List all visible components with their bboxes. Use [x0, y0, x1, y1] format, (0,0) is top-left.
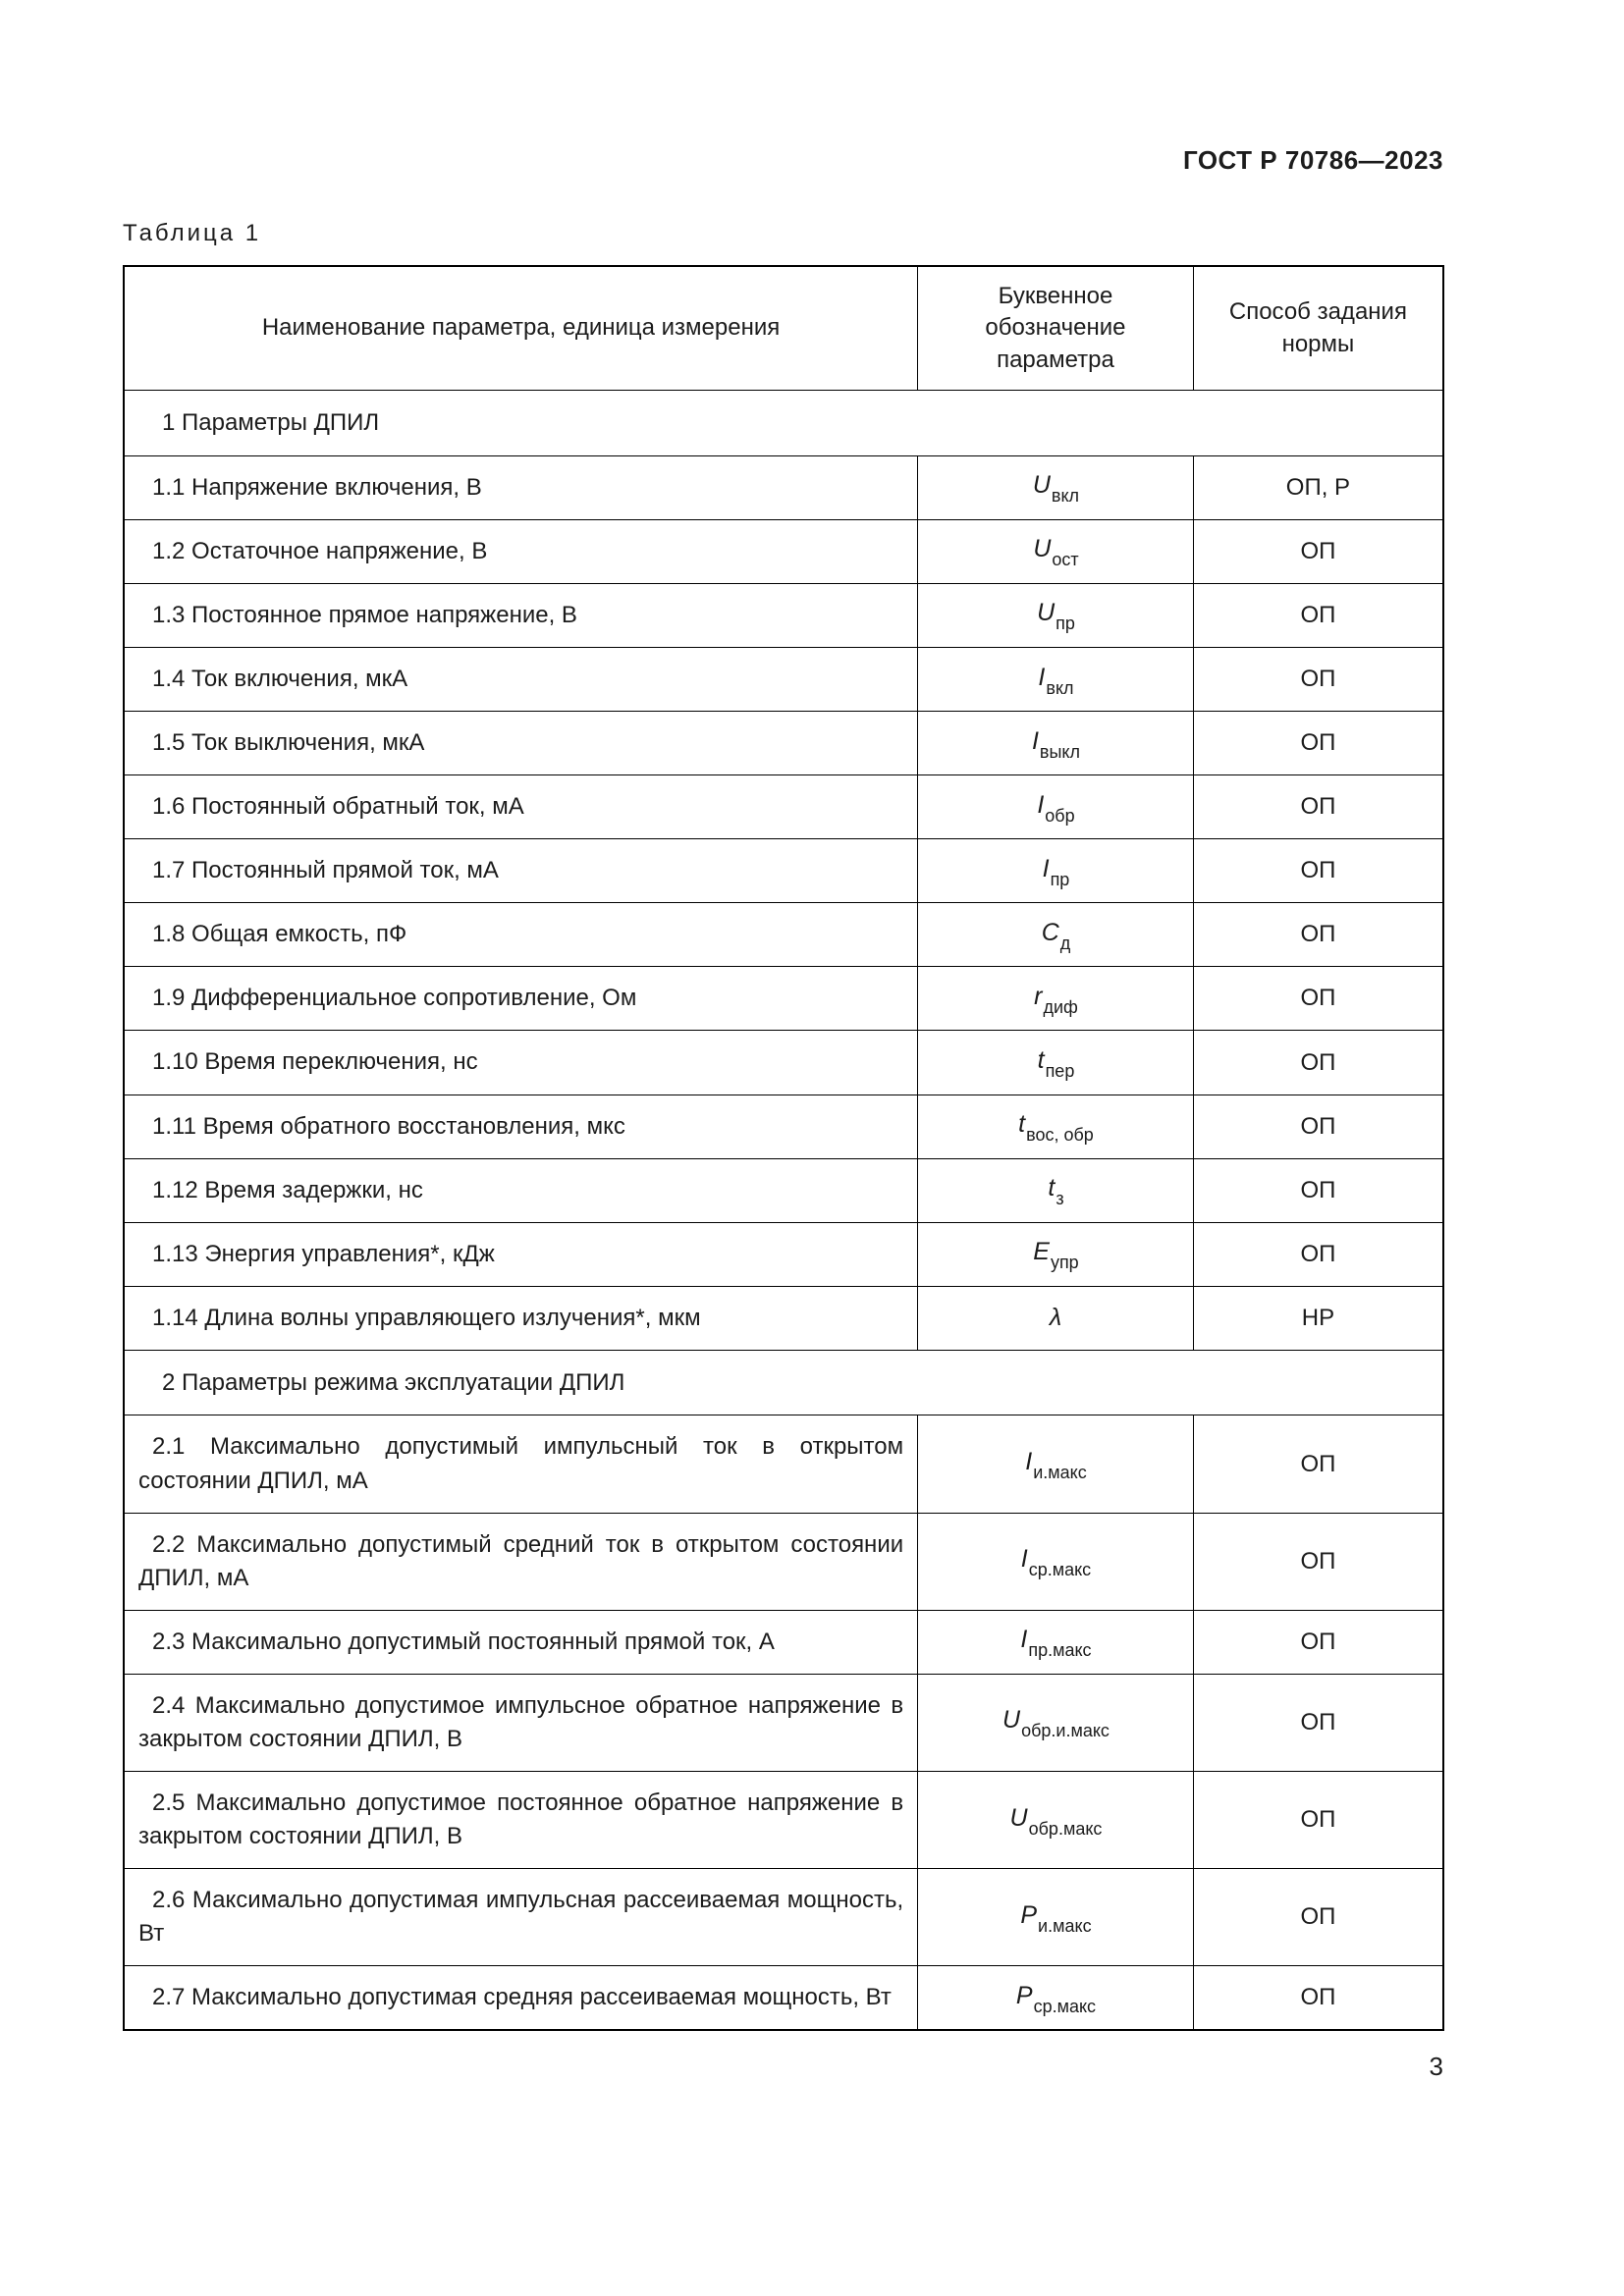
symbol-subscript: обр.макс [1028, 1818, 1103, 1839]
param-row [124, 903, 1443, 967]
symbol-base: t [1037, 1046, 1045, 1074]
param-norm: ОП [1193, 1031, 1443, 1095]
param-norm: ОП [1193, 903, 1443, 967]
header-symbol: Буквенное обозначение параметра [918, 266, 1194, 391]
symbol-subscript: вкл [1051, 486, 1080, 507]
symbol-base: I [1020, 1626, 1028, 1654]
param-symbol [918, 1415, 1194, 1513]
symbol-subscript: вос, обр [1026, 1125, 1094, 1146]
param-name: 2.3 Максимально допустимый постоянный прямой ток, А [124, 1610, 918, 1674]
symbol-base: I [1031, 726, 1039, 755]
param-name: 1.12 Время задержки, нс [124, 1158, 918, 1222]
symbol-subscript: диф [1043, 996, 1078, 1017]
param-name: 1.6 Постоянный обратный ток, мА [124, 775, 918, 839]
symbol-base: U [1037, 599, 1056, 627]
param-symbol [918, 1031, 1194, 1095]
param-norm: ОП [1193, 1095, 1443, 1158]
symbol-subscript: и.макс [1038, 1915, 1092, 1936]
param-norm: ОП [1193, 1222, 1443, 1286]
symbol-base: I [1042, 854, 1050, 882]
param-row [124, 967, 1443, 1031]
param-name: 2.5 Максимально допустимое постоянное обратное напряжение в закрытом состоянии ДПИЛ, В [124, 1772, 918, 1869]
header-parameter-name: Наименование параметра, единица измерения [124, 266, 918, 391]
param-row [124, 1095, 1443, 1158]
symbol-base: I [1037, 790, 1045, 819]
param-name: 1.8 Общая емкость, пФ [124, 903, 918, 967]
param-row [124, 1869, 1443, 1966]
param-symbol [918, 712, 1194, 775]
symbol-base: r [1034, 982, 1043, 1010]
table-header-row [124, 266, 1443, 391]
param-norm: ОП [1193, 967, 1443, 1031]
section-row [124, 1350, 1443, 1415]
symbol-base: U [1009, 1803, 1028, 1832]
param-symbol [918, 1222, 1194, 1286]
param-symbol [918, 1966, 1194, 2031]
param-row [124, 1610, 1443, 1674]
section-row [124, 391, 1443, 456]
param-row [124, 519, 1443, 583]
param-name: 1.4 Ток включения, мкА [124, 648, 918, 712]
param-symbol [918, 648, 1194, 712]
symbol-subscript: ср.макс [1028, 1560, 1092, 1580]
symbol-base: U [1002, 1706, 1021, 1735]
symbol-subscript: пр [1056, 614, 1075, 634]
symbol-base: I [1025, 1448, 1033, 1476]
param-row [124, 648, 1443, 712]
symbol-base: t [1018, 1110, 1026, 1139]
param-name: 2.6 Максимально допустимая импульсная рассеиваемая мощность, Вт [124, 1869, 918, 1966]
param-norm: НР [1193, 1286, 1443, 1350]
param-symbol [918, 455, 1194, 519]
param-name: 1.7 Постоянный прямой ток, мА [124, 839, 918, 903]
param-row [124, 1513, 1443, 1610]
param-symbol [918, 839, 1194, 903]
param-name: 2.2 Максимально допустимый средний ток в открытом состоянии ДПИЛ, мА [124, 1513, 918, 1610]
param-row [124, 839, 1443, 903]
param-name: 1.9 Дифференциальное сопротивление, Ом [124, 967, 918, 1031]
symbol-subscript: ост [1052, 550, 1079, 570]
symbol-subscript: з [1056, 1189, 1064, 1209]
symbol-base: P [1020, 1900, 1038, 1929]
param-name: 1.11 Время обратного восстановления, мкс [124, 1095, 918, 1158]
param-symbol [918, 583, 1194, 647]
param-norm: ОП [1193, 1610, 1443, 1674]
param-symbol [918, 1513, 1194, 1610]
param-norm: ОП [1193, 1772, 1443, 1869]
param-symbol [918, 1772, 1194, 1869]
section-title: 1 Параметры ДПИЛ [124, 391, 1443, 456]
symbol-base: U [1033, 535, 1052, 563]
param-norm: ОП [1193, 1966, 1443, 2031]
param-norm: ОП [1193, 1415, 1443, 1513]
param-symbol [918, 1286, 1194, 1350]
param-norm: ОП [1193, 775, 1443, 839]
param-name: 1.2 Остаточное напряжение, В [124, 519, 918, 583]
param-symbol [918, 1869, 1194, 1966]
symbol-subscript: ср.макс [1033, 1996, 1097, 2016]
param-row [124, 1415, 1443, 1513]
symbol-subscript: обр.и.макс [1021, 1721, 1110, 1741]
header-norm: Способ задания нормы [1193, 266, 1443, 391]
param-norm: ОП [1193, 712, 1443, 775]
doc-number: ГОСТ Р 70786—2023 [1182, 145, 1443, 175]
param-row [124, 775, 1443, 839]
param-name: 2.4 Максимально допустимое импульсное обратное напряжение в закрытом состоянии ДПИЛ, В [124, 1674, 918, 1771]
param-row [124, 1031, 1443, 1095]
param-norm: ОП [1193, 839, 1443, 903]
param-norm: ОП [1193, 1674, 1443, 1771]
symbol-subscript: пр.макс [1028, 1640, 1092, 1661]
param-norm: ОП [1193, 583, 1443, 647]
symbol-base: λ [1049, 1304, 1062, 1332]
param-name: 1.1 Напряжение включения, В [124, 455, 918, 519]
param-symbol [918, 967, 1194, 1031]
symbol-base: I [1020, 1545, 1028, 1574]
param-norm: ОП [1193, 1869, 1443, 1966]
param-norm: ОП [1193, 519, 1443, 583]
table-body [124, 391, 1443, 2031]
symbol-base: P [1015, 1981, 1033, 2009]
symbol-subscript: д [1059, 933, 1071, 953]
param-row [124, 1222, 1443, 1286]
param-symbol [918, 1095, 1194, 1158]
param-name: 2.1 Максимально допустимый импульсный ток в открытом состоянии ДПИЛ, мА [124, 1415, 918, 1513]
section-title: 2 Параметры режима эксплуатации ДПИЛ [124, 1350, 1443, 1415]
symbol-subscript: пер [1045, 1061, 1075, 1081]
param-symbol [918, 519, 1194, 583]
symbol-base: U [1032, 471, 1051, 500]
page-number: 3 [1429, 2052, 1443, 2081]
param-symbol [918, 1610, 1194, 1674]
param-norm: ОП, Р [1193, 455, 1443, 519]
param-row [124, 1966, 1443, 2031]
symbol-subscript: пр [1050, 869, 1070, 889]
param-name: 1.5 Ток выключения, мкА [124, 712, 918, 775]
param-row [124, 712, 1443, 775]
symbol-base: C [1041, 918, 1059, 946]
param-symbol [918, 903, 1194, 967]
param-norm: ОП [1193, 1158, 1443, 1222]
symbol-subscript: и.макс [1033, 1463, 1087, 1483]
param-norm: ОП [1193, 1513, 1443, 1610]
param-name: 1.10 Время переключения, нс [124, 1031, 918, 1095]
param-row [124, 1158, 1443, 1222]
param-name: 1.3 Постоянное прямое напряжение, В [124, 583, 918, 647]
param-symbol [918, 1158, 1194, 1222]
symbol-subscript: упр [1050, 1253, 1079, 1273]
symbol-base: I [1038, 663, 1046, 691]
param-row [124, 455, 1443, 519]
param-symbol [918, 775, 1194, 839]
param-name: 1.13 Энергия управления*, кДж [124, 1222, 918, 1286]
param-row [124, 583, 1443, 647]
table-label: Таблица 1 [123, 220, 262, 246]
param-symbol [918, 1674, 1194, 1771]
parameters-table [123, 265, 1444, 2031]
symbol-base: t [1048, 1174, 1056, 1202]
symbol-subscript: выкл [1039, 741, 1080, 762]
param-row [124, 1674, 1443, 1771]
symbol-base: E [1033, 1238, 1050, 1266]
param-norm: ОП [1193, 648, 1443, 712]
param-row [124, 1772, 1443, 1869]
param-row [124, 1286, 1443, 1350]
symbol-subscript: обр [1045, 805, 1075, 826]
param-name: 1.14 Длина волны управляющего излучения*, мкм [124, 1286, 918, 1350]
symbol-subscript: вкл [1046, 677, 1074, 698]
param-name: 2.7 Максимально допустимая средняя рассеиваемая мощность, Вт [124, 1966, 918, 2031]
